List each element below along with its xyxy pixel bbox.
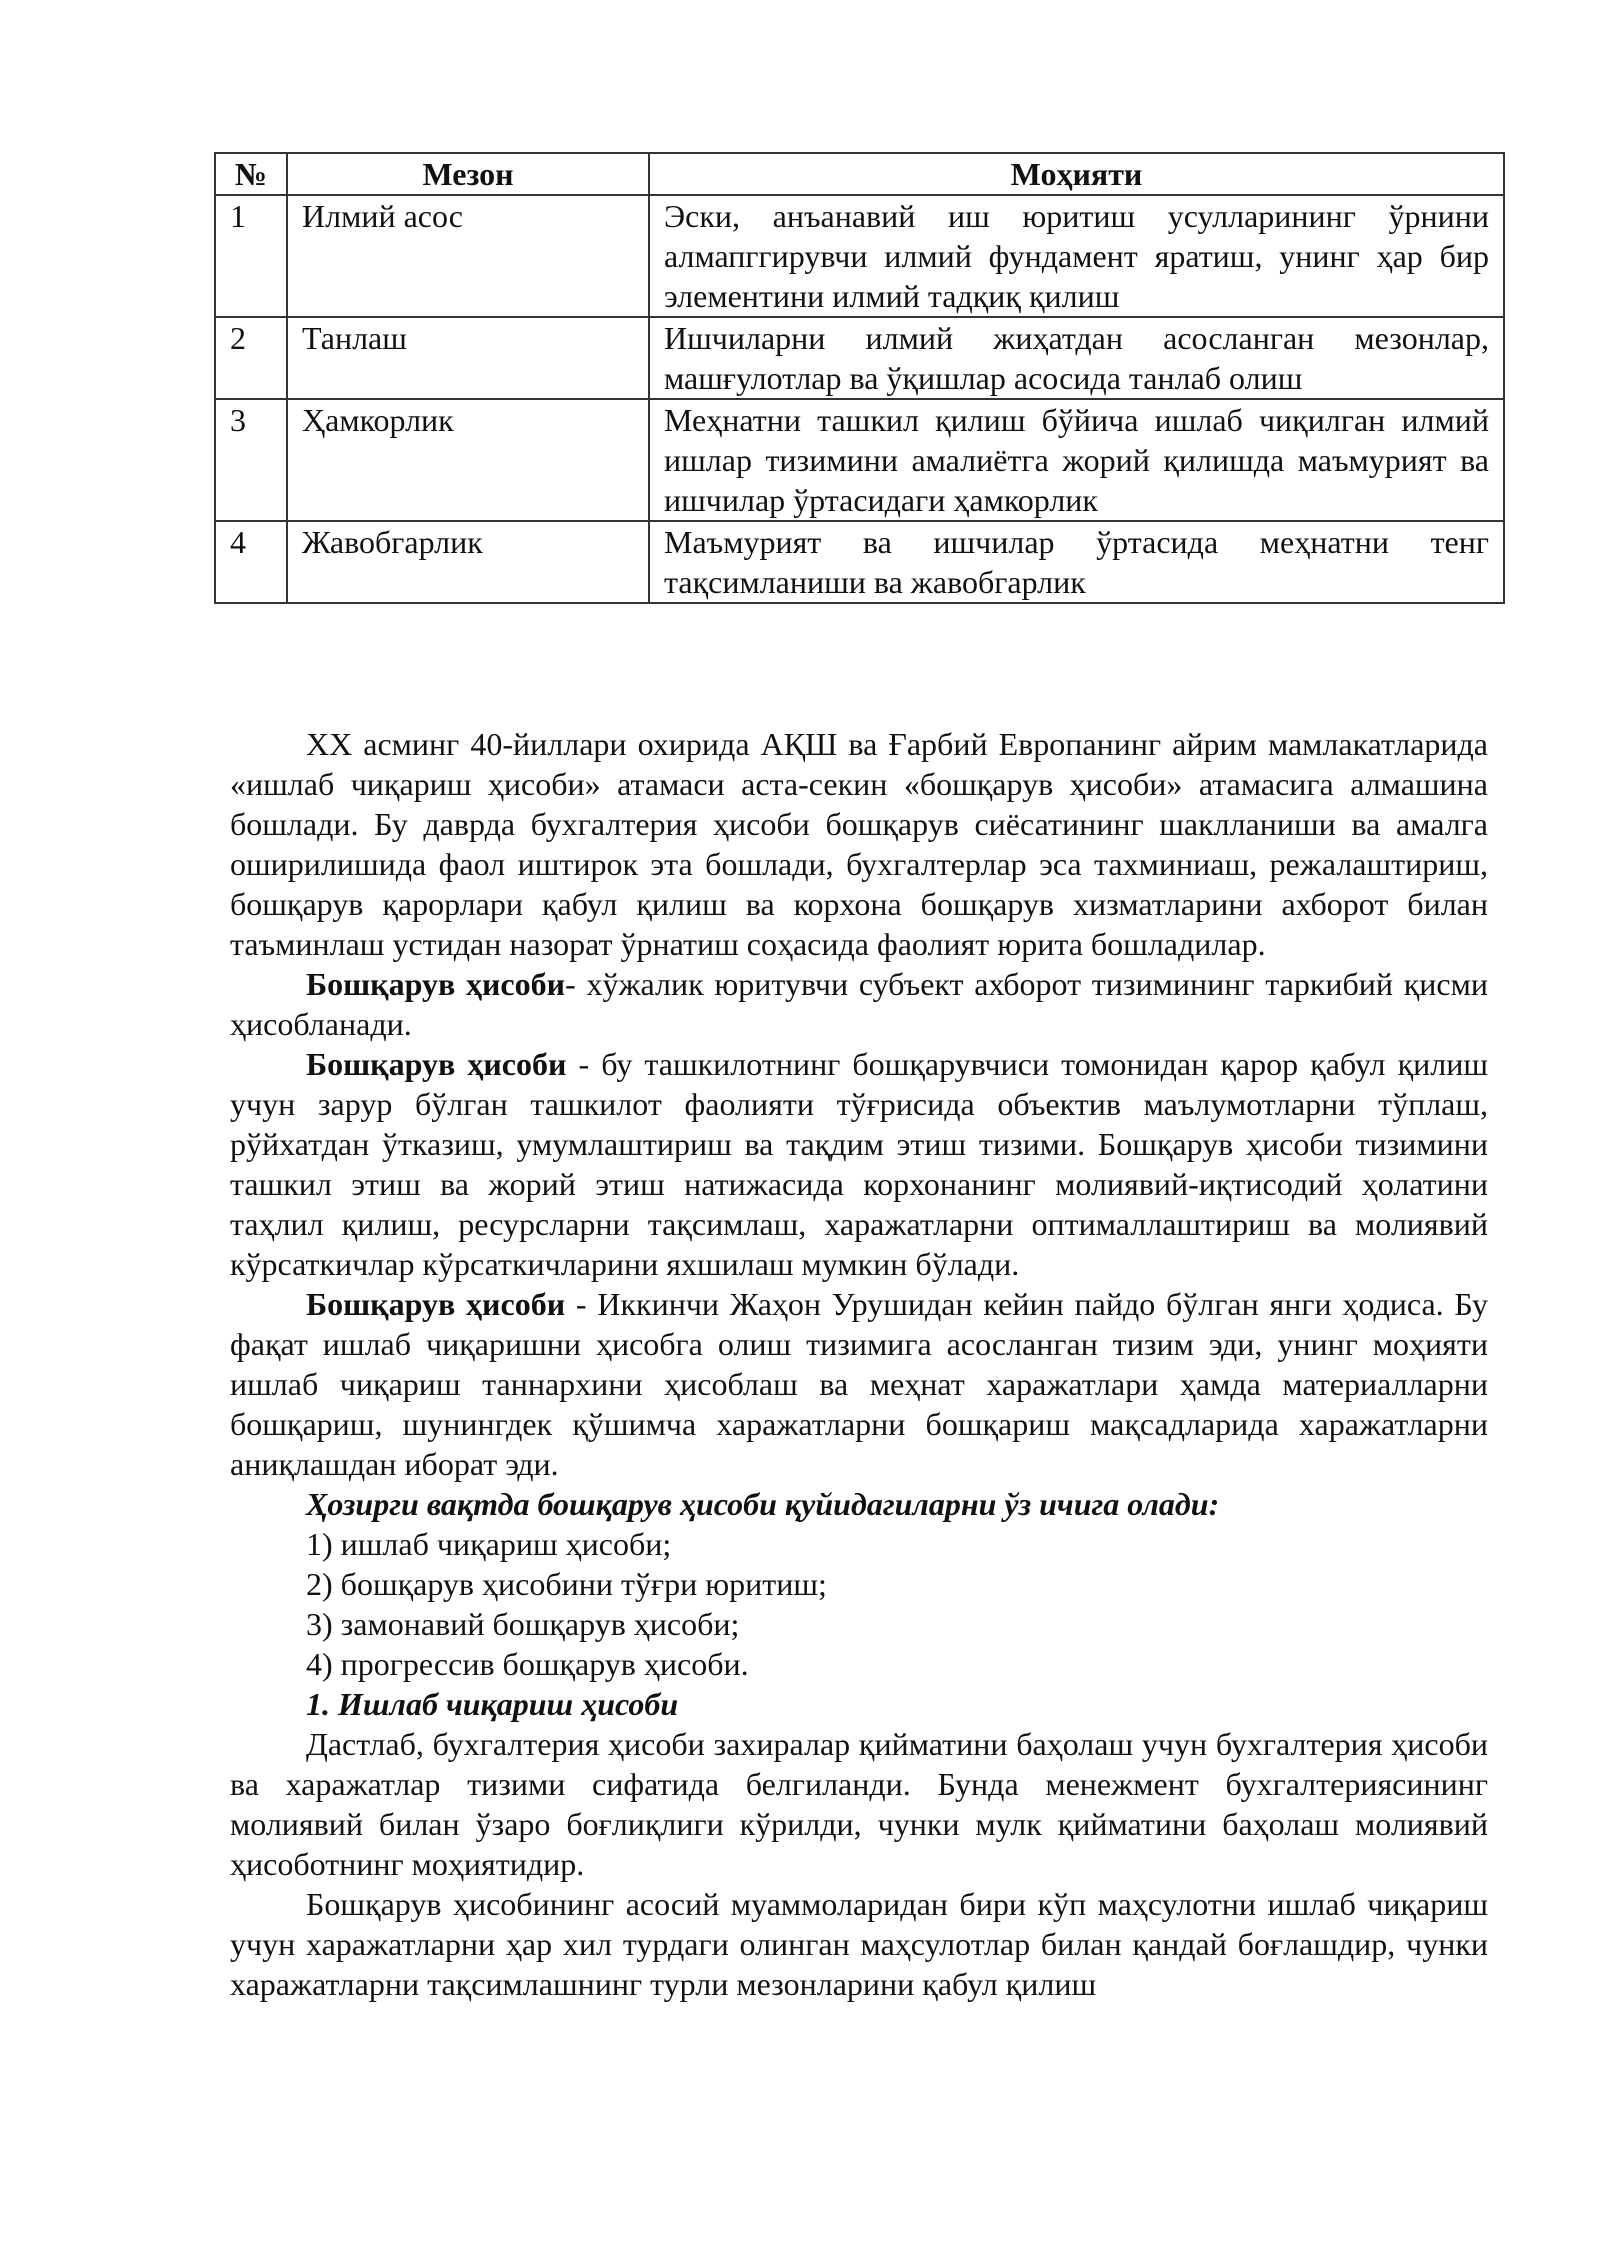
paragraph-intro: XX асминг 40-йиллари охирида АҚШ ва Ғарбий Европанинг айрим мамлакатларида «ишлаб чиқариш ҳисоби» атамаси аста-секин «бошқарув ҳисоби» атамасига алмашина бошлади. Бу даврда бухгалтерия ҳисоби бошқарув сиёсатининг шаклланиши ва амалга оширилишида фаол иштирок эта бошлади, бухгалтерлар эса тахминиаш, режалаштириш, бошқарув қарорлари қабул қилиш ва корхона бошқарув хизматларини ахборот билан таъминлаш устидан назорат ўрнатиш соҳасида фаолият юрита бошладилар. bbox=[230, 726, 1488, 962]
paragraph-cost-allocation: Бошқарув ҳисобининг асосий муаммоларидан бири кўп маҳсулотни ишлаб чиқариш учун харажатларни ҳар хил турдаги олинган маҳсулотлар билан қандай боғлашдир, чунки харажатларни тақсимлашнинг турли мезонларини қабул қилиш bbox=[230, 1886, 1488, 2002]
list-item: 3) замонавий бошқарув ҳисоби; bbox=[306, 1606, 740, 1642]
row-essence: Меҳнатни ташкил қилиш бўйича ишлаб чиқилган илмий ишлар тизимини амалиётга жорий қилишда маъмурият ва ишчилар ўртасидаги ҳамкорлик bbox=[649, 399, 1504, 521]
list-item: 4) прогрессив бошқарув ҳисоби. bbox=[306, 1646, 749, 1682]
definition-text: - бу ташкилотнинг бошқарувчиси томонидан қарор қабул қилиш учун зарур бўлган ташкилот фаолияти тўғрисида объектив маълумотларни тўплаш, рўйхатдан ўтказиш, умумлаштириш ва тақдим этиш тизими. Бошқарув ҳисоби тизимини ташкил этиш ва жорий этиш натижасида корхонанинг молиявий-иқтисодий ҳолатини таҳлил қилиш, ресурсларни тақсимлаш, харажатларни оптималлаштириш ва молиявий кўрсаткичлар кўрсаткичларини яхшилаш мумкин бўлади. bbox=[230, 1046, 1489, 1282]
definition-text: - хўжалик юритувчи субъект ахборот тизимининг таркибий қисми ҳисобланади. bbox=[230, 966, 1488, 1042]
list-heading: Ҳозирги вақтда бошқарув ҳисоби қуйидагиларни ўз ичига олади: bbox=[306, 1486, 1220, 1522]
row-essence: Эски, анъанавий иш юритиш усулларининг ўрнини алмапггирувчи илмий фундамент яратиш, унинг ҳар бир элементини илмий тадқиқ қилиш bbox=[649, 195, 1504, 317]
definition-text: - Иккинчи Жаҳон Урушидан кейин пайдо бўлган янги ҳодиса. Бу фақат ишлаб чиқаришни ҳисобга олиш тизимига асосланган тизим эди, унинг моҳияти ишлаб чиқариш таннархини ҳисоблаш ва меҳнат харажатлари ҳамда материалларни бошқариш, шунингдек қўшимча харажатларни бошқариш мақсадларида харажатларни аниқлашдан иборат эди. bbox=[230, 1286, 1489, 1482]
list-item: 2) бошқарув ҳисобини тўғри юритиш; bbox=[306, 1566, 827, 1602]
paragraph-definition-1 bbox=[230, 964, 1488, 1044]
paragraph-production-accounting: Дастлаб, бухгалтерия ҳисоби захиралар қийматини баҳолаш учун бухгалтерия ҳисоби ва харажатлар тизими сифатида белгиланди. Бунда менежмент бухгалтериясининг молиявий билан ўзаро боғлиқлиги кўрилди, чунки мулк қийматини баҳолаш молиявий ҳисоботнинг моҳиятидир. bbox=[230, 1726, 1488, 1882]
row-number: 1 bbox=[215, 195, 287, 317]
table-row bbox=[215, 521, 1504, 603]
term-bold: Бошқарув ҳисоби bbox=[306, 966, 566, 1002]
row-number: 3 bbox=[215, 399, 287, 521]
row-criterion: Ҳамкорлик bbox=[287, 399, 649, 521]
section-heading: 1. Ишлаб чиқариш ҳисоби bbox=[306, 1686, 679, 1722]
term-bold: Бошқарув ҳисоби bbox=[306, 1046, 567, 1082]
paragraph-definition-2 bbox=[230, 1044, 1488, 1284]
criteria-table bbox=[214, 152, 1505, 604]
header-criterion: Мезон bbox=[287, 153, 649, 195]
row-criterion: Жавобгарлик bbox=[287, 521, 649, 603]
row-number: 4 bbox=[215, 521, 287, 603]
table-row bbox=[215, 195, 1504, 317]
row-essence: Маъмурият ва ишчилар ўртасида меҳнатни тенг тақсимланиши ва жавобгарлик bbox=[649, 521, 1504, 603]
table-header-row bbox=[215, 153, 1504, 195]
body-text bbox=[230, 724, 1488, 2004]
table-row bbox=[215, 317, 1504, 399]
term-bold: Бошқарув ҳисоби bbox=[306, 1286, 566, 1322]
row-criterion: Илмий асос bbox=[287, 195, 649, 317]
list-item: 1) ишлаб чиқариш ҳисоби; bbox=[306, 1526, 672, 1562]
row-essence: Ишчиларни илмий жиҳатдан асосланган мезонлар, машғулотлар ва ўқишлар асосида танлаб олиш bbox=[649, 317, 1504, 399]
table-row bbox=[215, 399, 1504, 521]
row-criterion: Танлаш bbox=[287, 317, 649, 399]
header-essence: Моҳияти bbox=[649, 153, 1504, 195]
row-number: 2 bbox=[215, 317, 287, 399]
header-number: № bbox=[215, 153, 287, 195]
paragraph-definition-3 bbox=[230, 1284, 1488, 1484]
